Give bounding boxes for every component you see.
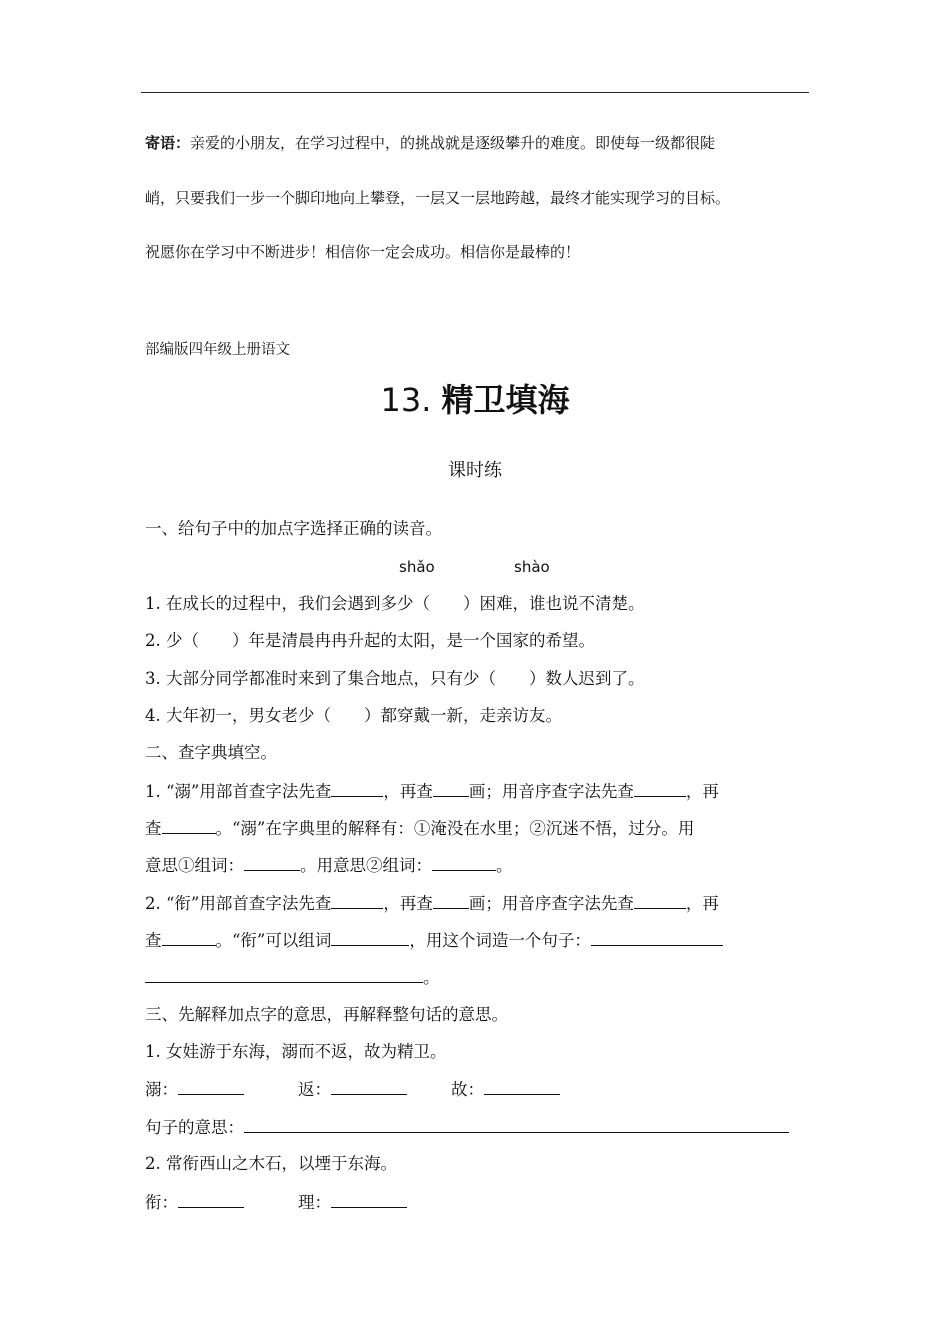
s2-q2-line-2 (145, 929, 723, 952)
s3-word-5 (298, 1191, 407, 1214)
text-segment: 查 (145, 819, 162, 838)
s3-item-1: 1. 女娃游于东海，溺而不返，故为精卫。 (145, 1042, 447, 1061)
answer-blank[interactable] (145, 966, 423, 983)
section1-heading: 一、给句子中的加点字选择正确的读音。 (145, 519, 442, 538)
s2-q2-line-1 (145, 892, 719, 915)
s3-word-2 (298, 1078, 407, 1101)
s1-question-2: 2. 少（ ）年是清晨冉冉升起的太阳，是一个国家的希望。 (145, 631, 595, 650)
greeting-line-1 (145, 133, 810, 153)
answer-blank[interactable] (178, 1078, 244, 1095)
answer-blank[interactable] (331, 892, 383, 909)
text-segment: 。 (423, 968, 440, 987)
answer-blank[interactable] (244, 854, 300, 871)
text-segment: 。“溺”在字典里的解释有：①淹没在水里；②沉迷不悟，过分。用 (215, 819, 695, 838)
answer-blank[interactable] (432, 854, 496, 871)
text-segment: 。“衔”可以组词 (215, 931, 332, 950)
s1-question-4: 4. 大年初一，男女老少（ ）都穿戴一新，走亲访友。 (145, 706, 562, 725)
s1-question-1: 1. 在成长的过程中，我们会遇到多少（ ）困难，谁也说不清楚。 (145, 594, 645, 613)
section3-heading: 三、先解释加点字的意思，再解释整句话的意思。 (145, 1005, 508, 1024)
text-segment: 。 (496, 856, 513, 875)
greeting-label: 寄语： (145, 134, 191, 152)
text-segment: 1. “溺”用部首查字法先查 (145, 782, 332, 801)
answer-blank[interactable] (433, 892, 469, 909)
subject-label: 部编版四年级上册语文 (145, 342, 290, 358)
answer-blank[interactable] (244, 1116, 789, 1133)
answer-blank[interactable] (331, 1078, 407, 1095)
section2-heading: 二、查字典填空。 (145, 743, 277, 762)
answer-blank[interactable] (162, 817, 216, 834)
greeting-line-3: 祝愿你在学习中不断进步！相信你一定会成功。相信你是最棒的！ (145, 243, 581, 261)
s3-word-3 (451, 1078, 560, 1101)
text-segment: 。用意思②组词： (300, 856, 432, 875)
text-segment: ，再查 (383, 782, 433, 801)
lesson-name: 精卫填海 (441, 381, 570, 419)
pinyin-option-1: shǎo (399, 558, 435, 576)
greeting-line-2: 峭，只要我们一步一个脚印地向上攀登，一层又一层地跨越，最终才能实现学习的目标。 (145, 189, 731, 207)
answer-blank[interactable] (331, 780, 383, 797)
text-segment: 画；用音序查字法先查 (468, 782, 634, 801)
pinyin-option-2: shào (514, 558, 550, 576)
greeting-text-1: 亲爱的小朋友，在学习过程中，的挑战就是逐级攀升的难度。即使每一级都很陡 (190, 134, 716, 152)
text-segment: ，再 (685, 782, 719, 801)
answer-blank[interactable] (634, 892, 686, 909)
answer-blank[interactable] (484, 1078, 560, 1095)
s3-item-2: 2. 常衔西山之木石，以堙于东海。 (145, 1154, 397, 1173)
s2-q2-line-3 (145, 966, 440, 989)
s3-word-4 (145, 1191, 244, 1214)
s2-q1-line-2 (145, 817, 694, 840)
s1-question-3: 3. 大部分同学都准时来到了集合地点，只有少（ ）数人迟到了。 (145, 669, 645, 688)
word-label: 返： (298, 1080, 331, 1099)
text-segment: ，再查 (383, 894, 433, 913)
s3-word-1 (145, 1078, 244, 1101)
answer-blank[interactable] (634, 780, 686, 797)
answer-blank[interactable] (162, 929, 216, 946)
s2-q1-line-1 (145, 780, 719, 803)
text-segment: 查 (145, 931, 162, 950)
answer-blank[interactable] (331, 929, 409, 946)
text-segment: ，用这个词造一个句子： (409, 931, 591, 950)
sentence-label: 句子的意思： (145, 1118, 244, 1137)
lesson-subtitle: 课时练 (448, 460, 502, 481)
word-label: 溺： (145, 1080, 178, 1099)
text-segment: 画；用音序查字法先查 (468, 894, 634, 913)
answer-blank[interactable] (433, 780, 469, 797)
answer-blank[interactable] (178, 1191, 244, 1208)
s2-q1-line-3 (145, 854, 513, 877)
word-label: 故： (451, 1080, 484, 1099)
text-segment: 2. “衔”用部首查字法先查 (145, 894, 332, 913)
answer-blank[interactable] (591, 929, 723, 946)
header-rule (141, 92, 809, 93)
s3-sentence-meaning (145, 1116, 789, 1139)
text-segment: ，再 (685, 894, 719, 913)
lesson-number: 13. (380, 381, 432, 419)
answer-blank[interactable] (331, 1191, 407, 1208)
lesson-title (0, 378, 950, 422)
word-label: 理： (298, 1193, 331, 1212)
text-segment: 意思①组词： (145, 856, 244, 875)
word-label: 衔： (145, 1193, 178, 1212)
